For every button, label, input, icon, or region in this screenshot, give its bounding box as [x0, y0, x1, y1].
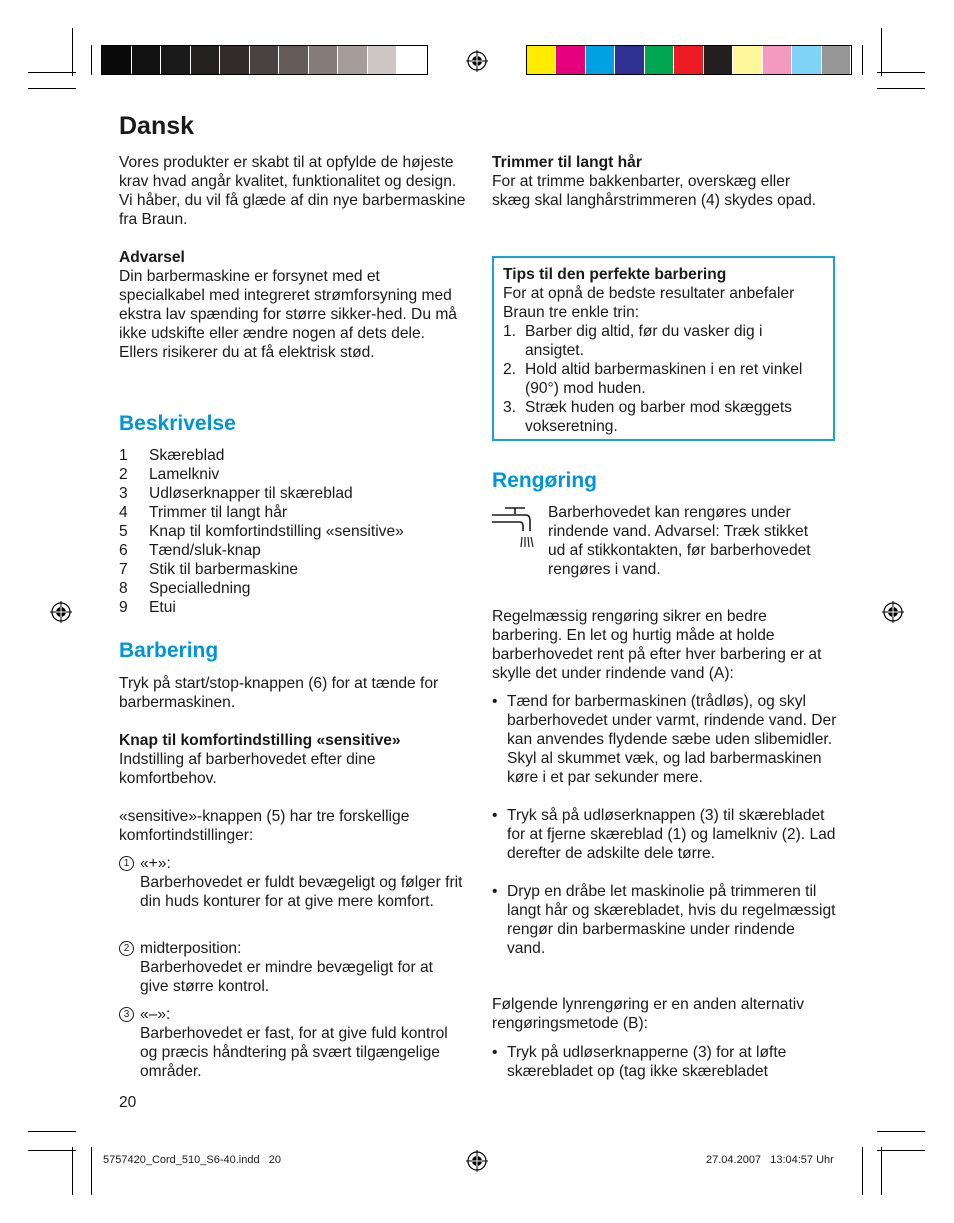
list-item: 1 Skæreblad	[119, 447, 225, 464]
tips-heading: Tips til den perfekte barbering	[503, 266, 727, 283]
color-swatch	[102, 46, 132, 74]
cleaning-bullets	[492, 692, 837, 977]
intro-paragraph: Vores produkter er skabt til at opfylde de højeste krav hvad angår kvalitet, funktionalitet og design. Vi håber, du vil få glæde af din nye barbermaskine fra Braun.	[119, 154, 466, 228]
list-item: 7 Stik til barbermaskine	[119, 561, 299, 578]
list-item: • Dryp en dråbe let maskinolie på trimmeren til langt hår og skærebladet, hvis du regelmæssigt rengør din barbermaskine under rindende vand.	[492, 883, 836, 957]
cleaning-bullets-2	[492, 1043, 837, 1100]
registration-mark-icon	[882, 601, 904, 623]
list-item: • Tryk på udløserknapperne (3) for at løfte skærebladet op (tag ikke skærebladet	[492, 1044, 787, 1080]
trimmer-block	[492, 153, 832, 210]
circled-number: 3	[119, 1007, 134, 1022]
color-swatch	[161, 46, 191, 74]
color-swatch	[674, 46, 703, 74]
tips-box	[492, 256, 835, 441]
description-list	[119, 446, 459, 617]
list-item: 2. Hold altid barbermaskinen i en ret vinkel (90°) mod huden.	[503, 361, 803, 397]
cleaning-para2: Følgende lynrengøring er en anden alternativ rengøringsmetode (B):	[492, 996, 805, 1032]
tips-list	[503, 322, 824, 436]
color-swatch	[792, 46, 821, 74]
color-swatch	[733, 46, 762, 74]
list-item: 9 Etui	[119, 599, 176, 616]
list-item: 8 Specialledning	[119, 580, 251, 597]
color-swatch	[763, 46, 792, 74]
color-swatch	[704, 46, 733, 74]
list-item: 5 Knap til komfortindstilling «sensitive»	[119, 523, 404, 540]
comfort-text: Indstilling af barberhovedet efter dine komfortbehov.	[119, 751, 376, 787]
cleaning-icon-text: Barberhovedet kan rengøres under rindende vand. Advarsel: Træk stikket ud af stikkontakten, før barberhovedet rengøres i vand.	[548, 504, 811, 578]
color-swatch	[556, 46, 585, 74]
option-1: 1 «+»: Barberhovedet er fuldt bevægeligt og følger frit din huds konturer for at give mere komfort.	[119, 854, 464, 911]
color-swatch	[191, 46, 221, 74]
footer-date: 27.04.2007 13:04:57 Uhr	[706, 1154, 834, 1166]
page-number: 20	[119, 1094, 137, 1111]
color-swatch	[279, 46, 309, 74]
option-2: 2 midterposition: Barberhovedet er mindre bevægeligt for at give større kontrol.	[119, 939, 464, 996]
cleaning-para1: Regelmæssig rengøring sikrer en bedre barbering. En let og hurtig måde at holde barberhovedet rent på efter hver barbering er at skylle det under rindende vand (A):	[492, 608, 822, 682]
color-swatch	[586, 46, 615, 74]
gray-calibration-bar	[101, 45, 428, 75]
list-item: 3. Stræk huden og barber mod skæggets vokseretning.	[503, 399, 792, 435]
comfort-block	[119, 731, 454, 788]
list-item: 2 Lamelkniv	[119, 466, 220, 483]
list-item: • Tryk så på udløserknappen (3) til skærebladet for at fjerne skæreblad (1) og lamelkniv (2). Lad derefter de adskilte dele tørre.	[492, 807, 836, 862]
warning-heading: Advarsel	[119, 249, 185, 266]
list-item: 4 Trimmer til langt hår	[119, 504, 288, 521]
shaving-text: Tryk på start/stop-knappen (6) for at tænde for barbermaskinen.	[119, 675, 439, 711]
color-swatch	[368, 46, 398, 74]
registration-mark-icon	[466, 50, 488, 72]
color-swatch	[220, 46, 250, 74]
page-title: Dansk	[119, 112, 195, 140]
color-swatch	[309, 46, 339, 74]
color-swatch	[132, 46, 162, 74]
shaving-heading: Barbering	[119, 639, 219, 662]
warning-block	[119, 248, 459, 362]
circled-number: 1	[119, 856, 134, 871]
color-swatch	[615, 46, 644, 74]
registration-mark-icon	[50, 601, 72, 623]
color-swatch	[822, 46, 851, 74]
list-item: 6 Tænd/sluk-knap	[119, 542, 261, 559]
color-swatch	[527, 46, 556, 74]
footer-file-info: 5757420_Cord_510_S6-40.indd 20	[103, 1154, 281, 1166]
list-item: • Tænd for barbermaskinen (trådløs), og skyl barberhovedet under varmt, rindende vand. Der kan anvendes flydende sæbe uden slibemidler. Skyl al skummet væk, og lad barbermaskinen køre i et par sekunder mere.	[492, 693, 837, 786]
option-3: 3 «–»: Barberhovedet er fast, for at give fuld kontrol og præcis håndtering på svært tilgængelige områder.	[119, 1005, 464, 1081]
registration-mark-icon	[466, 1150, 488, 1172]
trimmer-text: For at trimme bakkenbarter, overskæg eller skæg skal langhårstrimmeren (4) skydes opad.	[492, 173, 817, 209]
comfort-heading: Knap til komfortindstilling «sensitive»	[119, 732, 401, 749]
tips-intro: For at opnå de bedste resultater anbefaler Braun tre enkle trin:	[503, 285, 795, 321]
cleaning-heading: Rengøring	[492, 469, 597, 492]
circled-number: 2	[119, 941, 134, 956]
description-heading: Beskrivelse	[119, 412, 236, 435]
faucet-icon	[490, 505, 540, 551]
sensitive-intro: «sensitive»-knappen (5) har tre forskellige komfortindstillinger:	[119, 808, 410, 844]
color-swatch	[338, 46, 368, 74]
color-calibration-bar	[526, 45, 852, 75]
list-item: 1. Barber dig altid, før du vasker dig i ansigtet.	[503, 323, 763, 359]
color-swatch	[397, 46, 427, 74]
trimmer-heading: Trimmer til langt hår	[492, 154, 642, 171]
warning-text: Din barbermaskine er forsynet med et specialkabel med integreret strømforsyning med ekstra lav spænding for større sikker-hed. Du må ikke udskifte eller ændre nogen af dets dele. Ellers risikerer du at få elektrisk stød.	[119, 268, 457, 361]
list-item: 3 Udløserknapper til skæreblad	[119, 485, 353, 502]
color-swatch	[250, 46, 280, 74]
color-swatch	[645, 46, 674, 74]
